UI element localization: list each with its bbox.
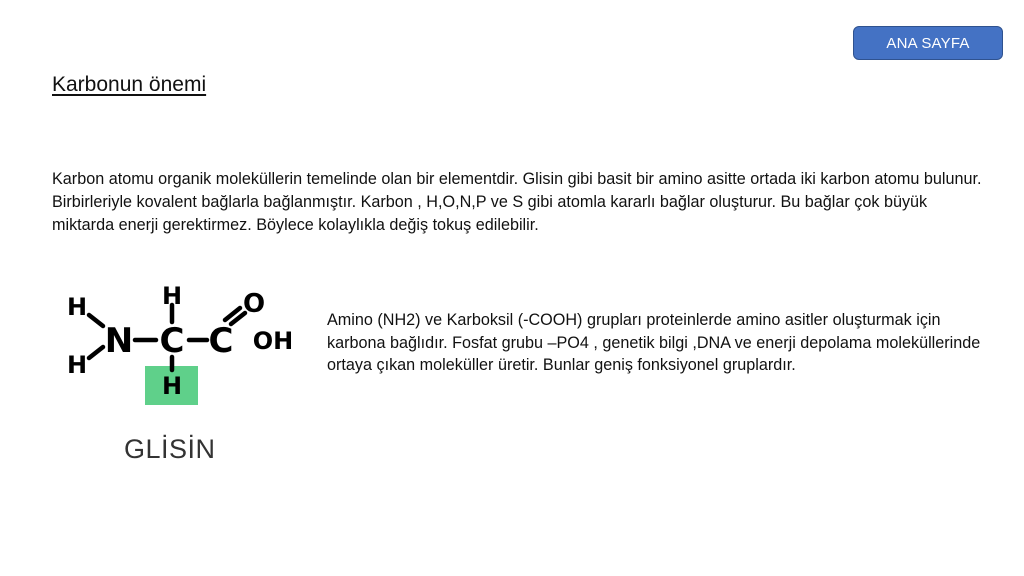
atom-oxygen-double: O: [242, 289, 266, 319]
atom-hydroxyl: OH: [252, 327, 294, 355]
functional-groups-paragraph: Amino (NH2) ve Karboksil (-COOH) grupları proteinlerde amino asitler oluşturmak için karbona bağlıdır. Fosfat grubu –PO4 , genetik bilgi ,DNA ve enerji depolama moleküllerinde ortaya çıkan moleküller üretir. Bunlar geniş fonksiyonel gruplardır.: [327, 311, 981, 374]
bond-h-n-top: [89, 315, 103, 326]
atom-h-top: H: [161, 282, 183, 310]
glycine-structure-diagram: [55, 278, 305, 413]
atom-nitrogen: N: [104, 321, 134, 361]
atom-h-bottom: H: [161, 372, 183, 400]
intro-paragraph: Karbon atomu organik moleküllerin temelinde olan bir elementdir. Glisin gibi basit bir amino asitte ortada iki karbon atomu bulunur. Birbirleriyle kovalent bağlarla bağlanmıştır. Karbon , H,O,N,P ve S gibi atomla kararlı bağlar oluşturur. Bu bağlar çok büyük miktarda enerji gerektirmez. Böylece kolaylıkla değiş tokuş edilebilir.: [52, 170, 982, 234]
atom-carbon-alpha: C: [159, 321, 185, 361]
atom-h-bottom-left: H: [66, 351, 88, 379]
bond-h-n-bottom: [89, 347, 103, 358]
page-title: Karbonun önemi: [52, 73, 207, 96]
atom-carbon-carboxyl: C: [208, 321, 234, 361]
molecule-caption: GLİSİN: [124, 434, 216, 464]
atom-h-top-left: H: [66, 293, 88, 321]
home-button[interactable]: ANA SAYFA: [853, 26, 1003, 60]
